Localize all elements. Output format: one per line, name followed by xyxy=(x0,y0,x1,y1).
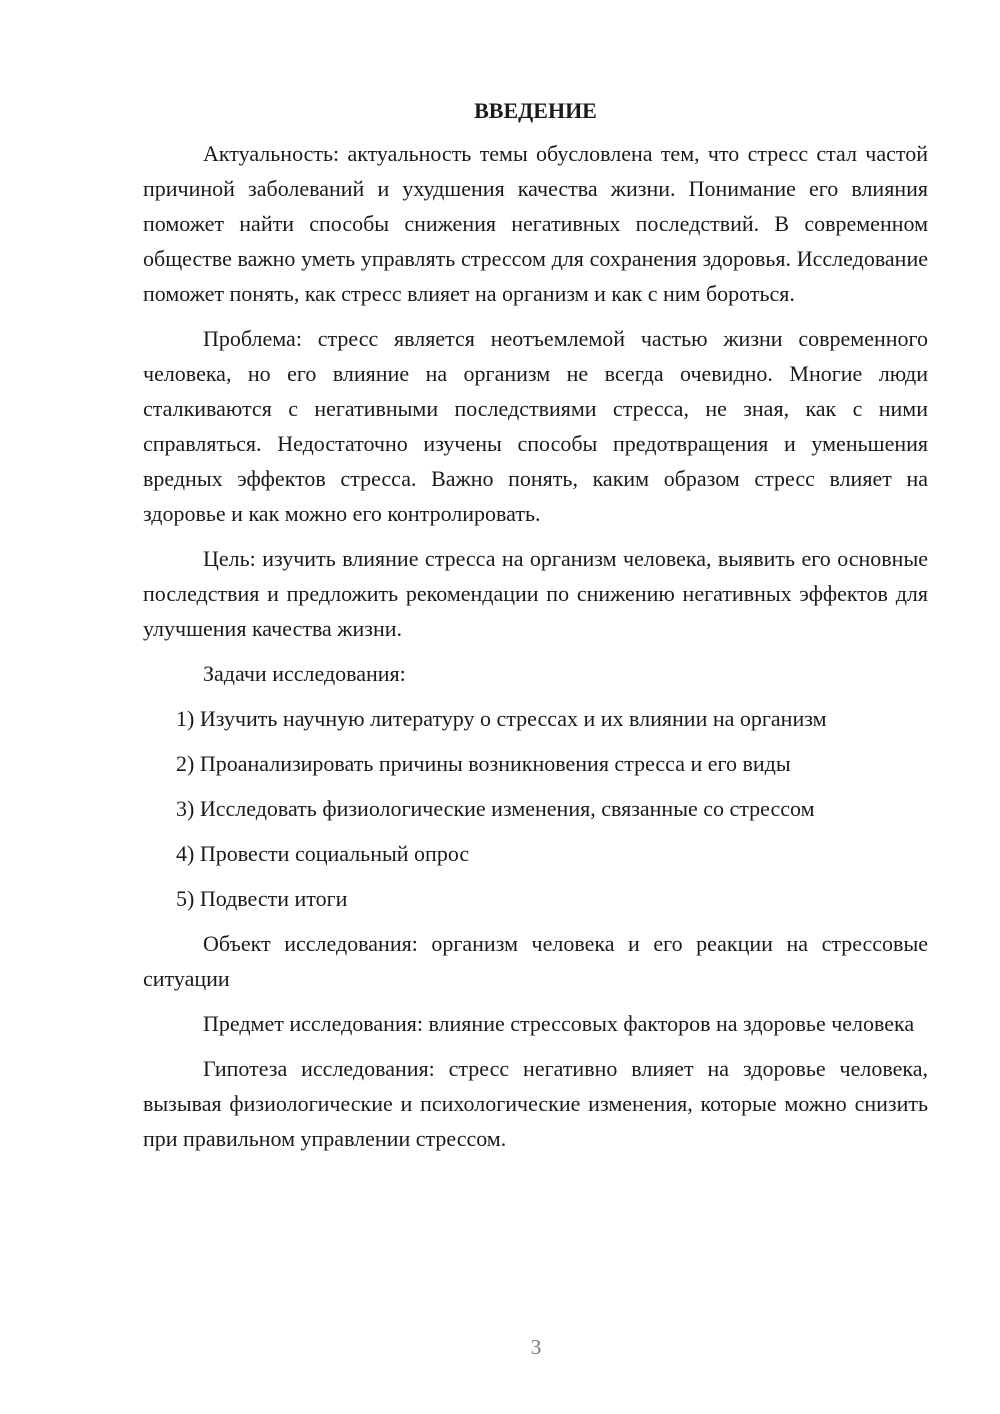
page-number: 3 xyxy=(530,1335,542,1359)
hypothesis-paragraph: Гипотеза исследования: стресс негативно влияет на здоровье человека, вызывая физиологические и психологические изменения, которые можно снизить при правильном управлении стрессом. xyxy=(143,1056,928,1151)
list-item: 5) Подвести итоги xyxy=(176,886,348,911)
relevance-paragraph: Актуальность: актуальность темы обусловлена тем, что стресс стал частой причиной заболеваний и ухудшения качества жизни. Понимание его влияния поможет найти способы снижения негативных последствий. В современном обществе важно уметь управлять стрессом для сохранения здоровья. Исследование поможет понять, как стресс влияет на организм и как с ним бороться. xyxy=(143,141,928,306)
problem-paragraph: Проблема: стресс является неотъемлемой частью жизни современного человека, но его влияние на организм не всегда очевидно. Многие люди сталкиваются с негативными последствиями стресса, не зная, как с ними справляться. Недостаточно изучены способы предотвращения и уменьшения вредных эффектов стресса. Важно понять, каким образом стресс влияет на здоровье и как можно его контролировать. xyxy=(143,326,928,526)
object-paragraph: Объект исследования: организм человека и его реакции на стрессовые ситуации xyxy=(143,931,928,991)
list-item: 1) Изучить научную литературу о стрессах и их влиянии на организм xyxy=(176,706,827,731)
list-item: 3) Исследовать физиологические изменения, связанные со стрессом xyxy=(176,796,815,821)
task-list xyxy=(143,701,928,916)
tasks-heading: Задачи исследования: xyxy=(203,661,406,686)
document-page xyxy=(143,96,928,1166)
goal-paragraph: Цель: изучить влияние стресса на организм человека, выявить его основные последствия и предложить рекомендации по снижению негативных эффектов для улучшения качества жизни. xyxy=(143,546,928,641)
list-item: 4) Провести социальный опрос xyxy=(176,841,470,866)
section-title: ВВЕДЕНИЕ xyxy=(474,98,597,123)
list-item: 2) Проанализировать причины возникновения стресса и его виды xyxy=(176,751,791,776)
subject-paragraph: Предмет исследования: влияние стрессовых факторов на здоровье человека xyxy=(203,1011,915,1036)
